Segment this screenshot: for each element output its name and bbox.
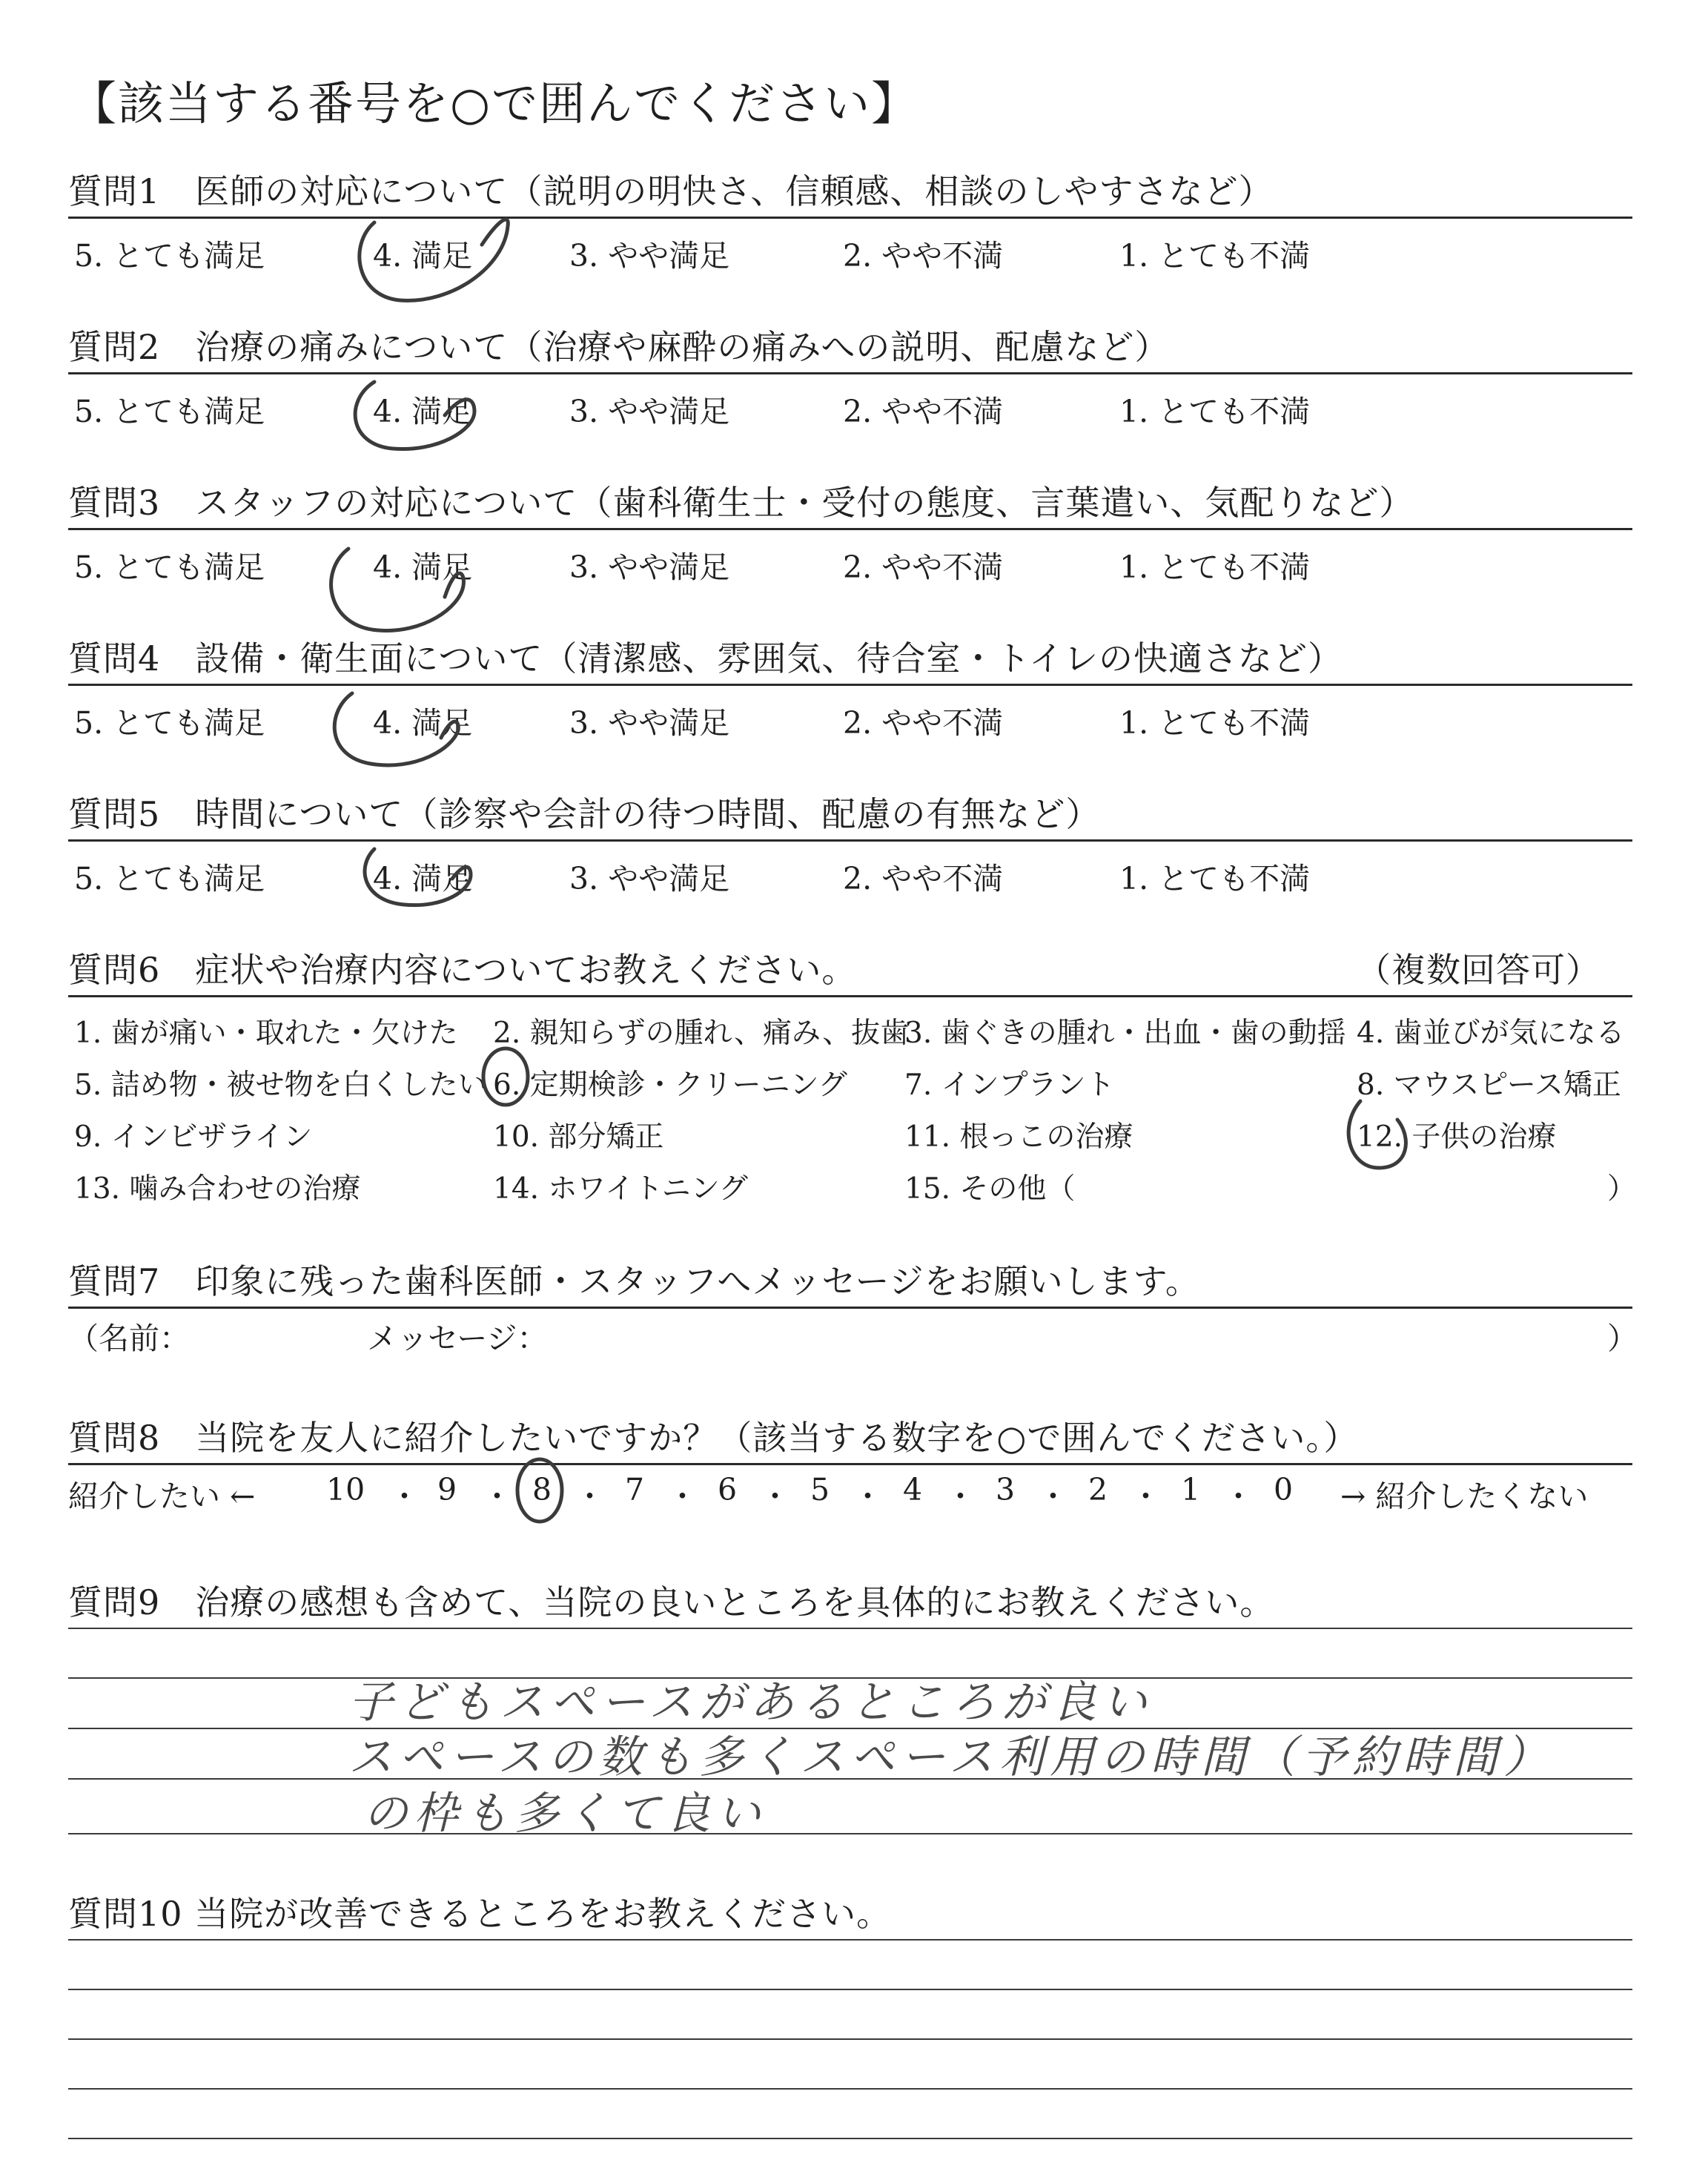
q6-option-8[interactable]: 8. マウスピース矯正: [1357, 1069, 1621, 1102]
q6-option-15-close: ）: [1607, 1172, 1637, 1206]
q5-option-4[interactable]: 4. 満足: [373, 861, 473, 896]
q2-option-1[interactable]: 1. とても不満: [1119, 394, 1311, 429]
question-8-title: 質問8 当院を友人に紹介したいですか？（該当する数字を○で囲んでください。）: [68, 1418, 1359, 1458]
answer-line: [68, 2138, 1632, 2139]
q8-scale-4[interactable]: 4: [903, 1472, 923, 1507]
q9-answer-line-2: スペースの数も多くスペース利用の時間（予約時間）: [348, 1731, 1554, 1783]
q2-option-3[interactable]: 3. やや満足: [569, 394, 730, 429]
q1-option-3[interactable]: 3. やや満足: [569, 238, 730, 274]
question-7-title: 質問7 印象に残った歯科医師・スタッフへメッセージをお願いします。: [68, 1261, 1200, 1301]
answer-line: [68, 2038, 1632, 2040]
q3-option-2[interactable]: 2. やや不満: [843, 549, 1004, 585]
q5-option-2[interactable]: 2. やや不満: [843, 861, 1004, 896]
q6-option-3[interactable]: 3. 歯ぐきの腫れ・出血・歯の動揺: [904, 1017, 1346, 1050]
q8-separator: ・: [760, 1479, 790, 1514]
q6-option-12[interactable]: 12. 子供の治療: [1357, 1120, 1557, 1154]
q6-option-10[interactable]: 10. 部分矯正: [493, 1120, 664, 1154]
q6-option-4[interactable]: 4. 歯並びが気になる: [1357, 1017, 1625, 1050]
q8-separator: ・: [945, 1479, 976, 1514]
question-6-title: 質問6 症状や治療内容についてお教えください。: [68, 950, 857, 990]
q6-option-7[interactable]: 7. インプラント: [904, 1069, 1115, 1102]
question-3-title: 質問3 スタッフの対応について（歯科衛生士・受付の態度、言葉遣い、気配りなど）: [68, 483, 1414, 523]
question-4-rule: [68, 684, 1632, 686]
question-5-title: 質問5 時間について（診察や会計の待つ時間、配慮の有無など）: [68, 794, 1101, 834]
q2-option-4[interactable]: 4. 満足: [373, 394, 473, 429]
q8-scale-9[interactable]: 9: [437, 1472, 457, 1507]
question-8-rule: [68, 1463, 1632, 1465]
answer-line: [68, 1939, 1632, 1941]
q2-option-2[interactable]: 2. やや不満: [843, 394, 1004, 429]
q5-option-1[interactable]: 1. とても不満: [1119, 861, 1311, 896]
question-1-title: 質問1 医師の対応について（説明の明快さ、信頼感、相談のしやすさなど）: [68, 171, 1274, 211]
answer-line: [68, 1989, 1632, 1990]
q1-option-2[interactable]: 2. やや不満: [843, 238, 1004, 274]
q3-option-5[interactable]: 5. とても満足: [74, 549, 265, 585]
question-6-note: （複数回答可）: [1357, 950, 1601, 990]
q8-separator: ・: [482, 1479, 512, 1514]
q4-option-1[interactable]: 1. とても不満: [1119, 705, 1311, 741]
q6-option-15[interactable]: 15. その他（: [904, 1172, 1076, 1206]
q8-scale-6[interactable]: 6: [718, 1472, 738, 1507]
q6-option-13[interactable]: 13. 噛み合わせの治療: [74, 1172, 361, 1206]
question-2-title: 質問2 治療の痛みについて（治療や麻酔の痛みへの説明、配慮など）: [68, 327, 1170, 367]
q8-separator: ・: [389, 1479, 420, 1514]
q8-separator: ・: [1223, 1479, 1254, 1514]
q8-scale-1[interactable]: 1: [1181, 1472, 1201, 1507]
q8-separator: ・: [1131, 1479, 1161, 1514]
q8-separator: ・: [1038, 1479, 1068, 1514]
question-1-rule: [68, 217, 1632, 219]
q3-option-3[interactable]: 3. やや満足: [569, 549, 730, 585]
q4-option-2[interactable]: 2. やや不満: [843, 705, 1004, 741]
q6-option-1[interactable]: 1. 歯が痛い・取れた・欠けた: [74, 1017, 458, 1050]
q5-option-5[interactable]: 5. とても満足: [74, 861, 265, 896]
question-10-title: 質問10 当院が改善できるところをお教えください。: [68, 1894, 892, 1934]
q4-option-3[interactable]: 3. やや満足: [569, 705, 730, 741]
question-6-rule: [68, 995, 1632, 997]
question-9-title: 質問9 治療の感想も含めて、当院の良いところを具体的にお教えください。: [68, 1582, 1275, 1622]
question-2-rule: [68, 372, 1632, 374]
q4-option-4[interactable]: 4. 満足: [373, 705, 473, 741]
q1-option-1[interactable]: 1. とても不満: [1119, 238, 1311, 274]
q9-answer-line-1: 子どもスペースがあるところが良い: [348, 1677, 1153, 1728]
q8-scale-8[interactable]: 8: [532, 1472, 552, 1507]
answer-line: [68, 1628, 1632, 1629]
question-3-rule: [68, 528, 1632, 530]
q1-option-4[interactable]: 4. 満足: [373, 238, 473, 274]
answer-line: [68, 1833, 1632, 1834]
page-heading: 【該当する番号を○で囲んでください】: [70, 76, 919, 131]
q7-message-label: メッセージ：: [367, 1321, 548, 1356]
q5-option-3[interactable]: 3. やや満足: [569, 861, 730, 896]
q8-scale-10[interactable]: 10: [326, 1472, 365, 1507]
q1-option-5[interactable]: 5. とても満足: [74, 238, 265, 274]
q6-option-11[interactable]: 11. 根っこの治療: [904, 1120, 1133, 1154]
question-7-rule: [68, 1307, 1632, 1309]
q8-separator: ・: [575, 1479, 605, 1514]
q9-answer-line-3: の枠も多くて良い: [363, 1788, 767, 1840]
answer-line: [68, 2088, 1632, 2090]
q7-name-label: （名前：: [68, 1321, 190, 1356]
q8-separator: ・: [853, 1479, 883, 1514]
q8-scale-5[interactable]: 5: [810, 1472, 830, 1507]
q7-close: ）: [1607, 1321, 1638, 1356]
q8-scale-2[interactable]: 2: [1088, 1472, 1108, 1507]
q2-option-5[interactable]: 5. とても満足: [74, 394, 265, 429]
q8-scale-0[interactable]: 0: [1274, 1472, 1294, 1507]
q8-separator: ・: [667, 1479, 698, 1514]
q6-option-14[interactable]: 14. ホワイトニング: [493, 1172, 748, 1206]
q3-option-4[interactable]: 4. 満足: [373, 549, 473, 585]
question-5-rule: [68, 839, 1632, 842]
q8-scale-3[interactable]: 3: [996, 1472, 1016, 1507]
q7-message-field[interactable]: [563, 1320, 1586, 1350]
q6-option-5[interactable]: 5. 詰め物・被せ物を白くしたい: [74, 1069, 487, 1102]
q4-option-5[interactable]: 5. とても満足: [74, 705, 265, 741]
q6-option-9[interactable]: 9. インビザライン: [74, 1120, 313, 1154]
q3-option-1[interactable]: 1. とても不満: [1119, 549, 1311, 585]
q6-option-6[interactable]: 6. 定期検診・クリーニング: [493, 1069, 847, 1102]
q8-scale-7[interactable]: 7: [625, 1472, 645, 1507]
q8-left-label: 紹介したい ←: [68, 1479, 256, 1514]
q6-option-2[interactable]: 2. 親知らずの腫れ、痛み、抜歯: [493, 1017, 910, 1050]
question-4-title: 質問4 設備・衛生面について（清潔感、雰囲気、待合室・トイレの快適さなど）: [68, 638, 1343, 678]
q8-right-label: → 紹介したくない: [1340, 1479, 1589, 1514]
